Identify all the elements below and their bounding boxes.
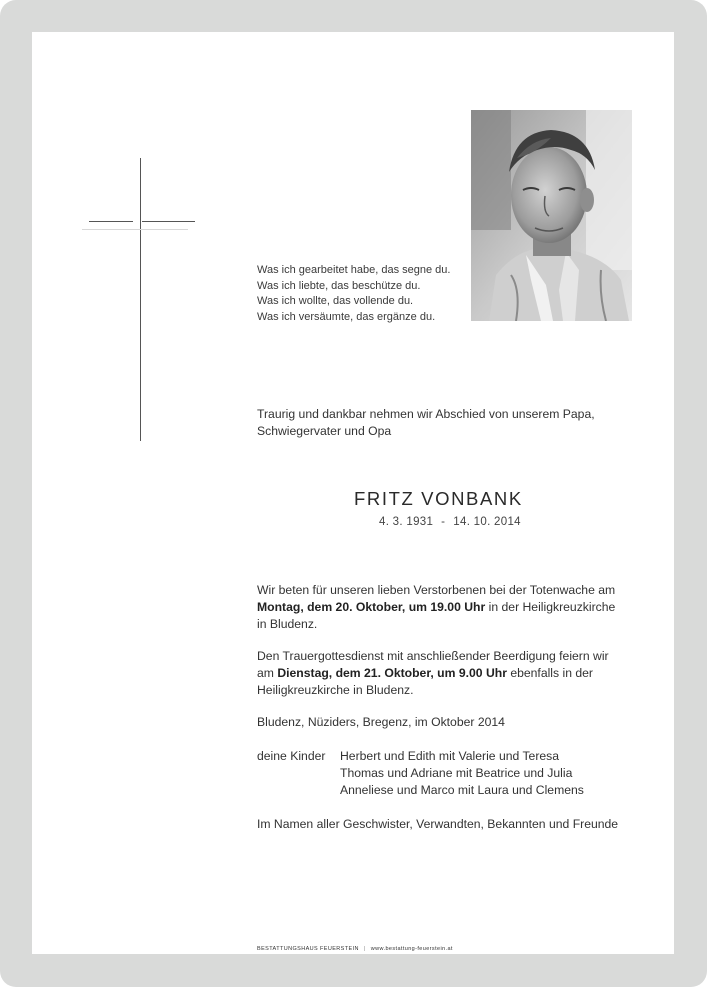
wake-line: Wir beten für unseren lieben Verstorbenen bei der Totenwache am (257, 583, 616, 597)
family-member-line: Anneliese und Marco mit Laura und Clemens (340, 783, 584, 797)
place-and-date: Bludenz, Nüziders, Bregenz, im Oktober 2014 (257, 715, 505, 729)
wake-location: in der Heiligkreuzkirche (485, 600, 616, 614)
deceased-name: FRITZ VONBANK (354, 488, 523, 509)
wake-line (257, 599, 615, 616)
family-label: deine Kinder (257, 749, 326, 763)
death-date: 14. 10. 2014 (453, 516, 521, 528)
birth-date: 4. 3. 1931 (379, 516, 434, 528)
closing-line: Im Namen aller Geschwister, Verwandten, Bekannten und Freunde (257, 817, 619, 831)
verse-line: Was ich gearbeitet habe, das segne du. (257, 264, 451, 276)
poem-verse (257, 263, 450, 325)
date-separator: - (441, 516, 446, 528)
wake-line: in Bludenz. (257, 617, 318, 631)
cross-shadow-line (82, 229, 188, 230)
cross-vertical-line (140, 158, 141, 441)
wake-datetime: Montag, dem 20. Oktober, um 19.00 Uhr (257, 600, 486, 614)
funeral-prefix: am (257, 666, 278, 680)
cross-arm-right (142, 221, 195, 222)
footer-separator: | (363, 946, 366, 952)
intro-line: Schwiegervater und Opa (257, 424, 392, 438)
obituary-sheet (32, 32, 674, 954)
portrait-photo (471, 110, 632, 321)
funeral-line (257, 665, 609, 682)
intro-line: Traurig und dankbar nehmen wir Abschied von unserem Papa, (257, 407, 595, 421)
funeral-line: Heiligkreuzkirche in Bludenz. (257, 683, 414, 697)
funeral-paragraph (257, 648, 609, 699)
family-member-line: Thomas und Adriane mit Beatrice und Julia (340, 766, 573, 780)
funeral-location: ebenfalls in der (506, 666, 593, 680)
company-name: BESTATTUNGSHAUS FEUERSTEIN (257, 946, 359, 952)
wake-paragraph (257, 582, 615, 633)
verse-line: Was ich versäumte, das ergänze du. (257, 310, 436, 323)
life-dates (375, 516, 525, 528)
farewell-intro (257, 406, 595, 440)
family-member-line: Herbert und Edith mit Valerie und Teresa (340, 749, 560, 763)
family-members (340, 748, 584, 799)
verse-line: Was ich liebte, das beschütze du. (257, 279, 421, 292)
verse-line: Was ich wollte, das vollende du. (257, 295, 414, 307)
funeral-line: Den Trauergottesdienst mit anschließender Beerdigung feiern wir (257, 649, 609, 663)
company-url: www.bestattung-feuerstein.at (370, 946, 453, 952)
cross-arm-left (89, 221, 133, 222)
funeral-home-footer (257, 946, 453, 952)
funeral-datetime: Dienstag, dem 21. Oktober, um 9.00 Uhr (277, 666, 507, 680)
